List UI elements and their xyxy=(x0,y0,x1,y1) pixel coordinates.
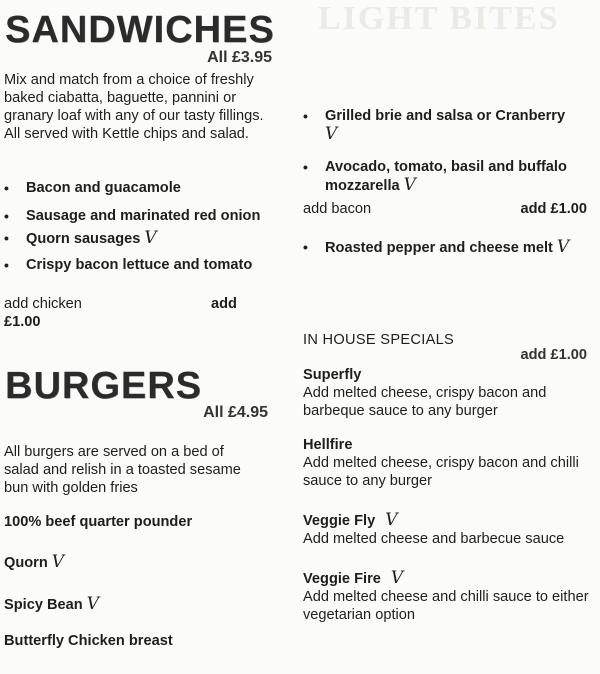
vegetarian-icon: V xyxy=(86,594,99,614)
specials-price: add £1.00 xyxy=(520,347,587,363)
burger-item: Butterfly Chicken breast xyxy=(4,633,173,649)
vegetarian-icon: V xyxy=(556,237,570,257)
special-item: Veggie Fly V Add melted cheese and barbecue sauce xyxy=(303,510,565,547)
list-item: • Roasted pepper and cheese melt V xyxy=(303,238,595,257)
sandwich-list-left xyxy=(4,179,266,274)
burger-item: Quorn V xyxy=(4,552,65,572)
vegetarian-icon: V xyxy=(390,568,404,588)
special-item: Hellfire Add melted cheese, crispy bacon and chilli sauce to any burger xyxy=(303,437,579,489)
addon-bacon: add bacon add £1.00 xyxy=(303,201,587,217)
burger-item: Spicy Bean V xyxy=(4,594,99,614)
sandwich-list-right-2 xyxy=(303,238,595,257)
burgers-price: All £4.95 xyxy=(203,404,268,421)
sandwiches-price: All £3.95 xyxy=(207,49,272,66)
addon-chicken: add chicken add xyxy=(4,296,237,312)
vegetarian-icon: V xyxy=(144,228,157,248)
vegetarian-icon: V xyxy=(51,552,65,572)
sandwiches-title: SANDWICHES xyxy=(5,9,275,51)
list-item: • Bacon and guacamole xyxy=(4,179,266,197)
vegetarian-icon: V xyxy=(325,124,338,144)
list-item: • Grilled brie and salsa or Cranberry V xyxy=(303,107,595,144)
sandwiches-description: Mix and match from a choice of freshly baked ciabatta, baguette, pannini or granary loaf with any of our tasty fillings. All served with Kettle chips and salad. xyxy=(4,72,264,142)
burger-item: 100% beef quarter pounder xyxy=(4,514,193,530)
burgers-title: BURGERS xyxy=(5,365,203,407)
special-item: Superfly Add melted cheese, crispy bacon and barbeque sauce to any burger xyxy=(303,367,547,419)
burgers-description: All burgers are served on a bed of salad and relish in a toasted sesame bun with golden fries xyxy=(4,444,241,496)
list-item: • Quorn sausages V xyxy=(4,229,266,248)
list-item: • Avocado, tomato, basil and buffalo mozzarella V xyxy=(303,158,595,195)
addon-chicken-amount: £1.00 xyxy=(4,314,41,330)
list-item: • Sausage and marinated red onion xyxy=(4,207,266,225)
sandwich-list-right xyxy=(303,107,595,195)
special-item: Veggie Fire V Add melted cheese and chilli sauce to either vegetarian option xyxy=(303,568,589,623)
list-item: • Crispy bacon lettuce and tomato xyxy=(4,256,266,274)
faded-back-heading: LIGHT BITES xyxy=(318,0,560,37)
specials-title: IN HOUSE SPECIALS xyxy=(303,332,455,348)
vegetarian-icon: V xyxy=(403,175,416,195)
vegetarian-icon: V xyxy=(385,510,398,530)
